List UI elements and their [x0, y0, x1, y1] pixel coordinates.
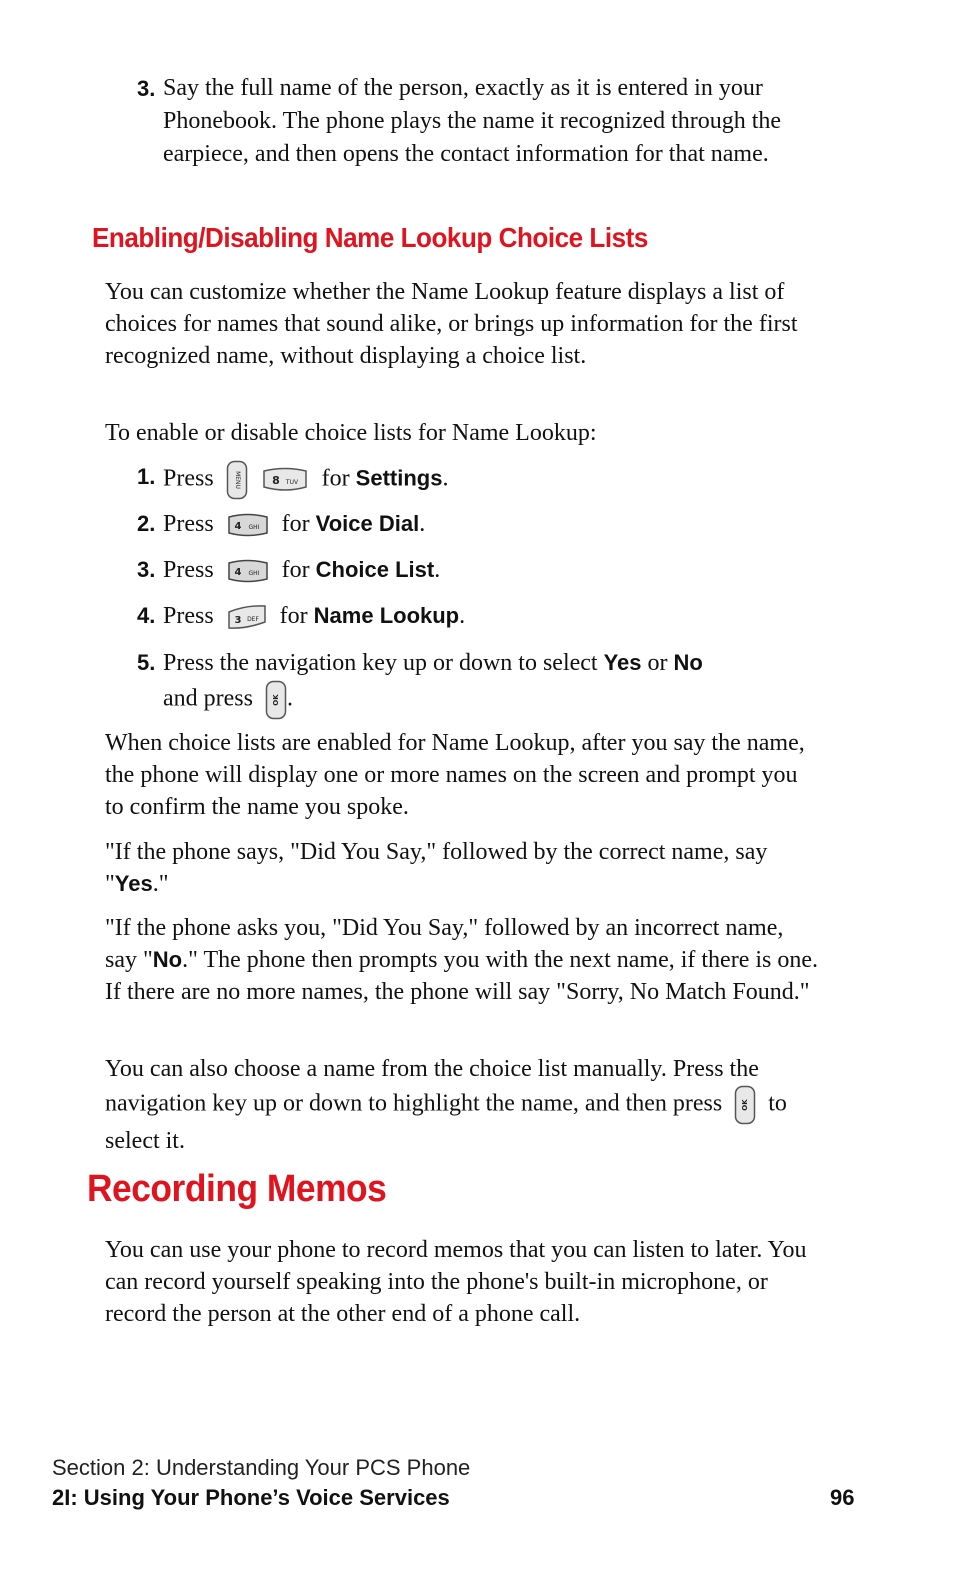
step-number: 5. — [137, 650, 156, 675]
step-5 — [137, 646, 827, 720]
step-text: and press — [163, 685, 253, 712]
step-text: for — [281, 511, 310, 537]
ok-key-label: OK — [741, 1099, 750, 1111]
name-lookup-label: Name Lookup — [313, 603, 460, 628]
enabled-paragraph: When choice lists are enabled for Name Lookup, after you say the name, the phone will display one or more names on the screen and prompt you to confirm the name you spoke. — [105, 730, 805, 820]
step-4 — [137, 599, 827, 633]
memos-heading: Recording Memos — [87, 1168, 387, 1210]
period: . — [434, 557, 441, 583]
ok-key-icon — [265, 680, 287, 720]
step-1 — [137, 460, 827, 500]
footer-chapter: 2I: Using Your Phone’s Voice Services — [52, 1485, 450, 1510]
step-text: Press — [163, 511, 214, 537]
footer-section: Section 2: Understanding Your PCS Phone — [52, 1455, 471, 1480]
key-4-digit: 4 — [234, 521, 242, 533]
section-heading: Enabling/Disabling Name Lookup Choice Lists — [92, 222, 648, 253]
step-text: Press — [163, 465, 214, 492]
intro-paragraph: You can customize whether the Name Lookup feature displays a list of choices for names that sound alike, or brings up information for the first recognized name, without displaying a choice list. — [105, 279, 798, 369]
step-number: 2. — [137, 511, 156, 536]
step-text: Press — [163, 603, 214, 629]
step-text: for — [281, 557, 310, 583]
page-number: 96 — [830, 1485, 855, 1510]
ok-key-icon — [734, 1085, 756, 1125]
period: . — [442, 465, 449, 492]
step-text: or — [647, 650, 668, 676]
step-number: 4. — [137, 603, 156, 628]
step-number: 3. — [137, 557, 156, 582]
step-text: Press the navigation key up or down to select — [163, 650, 598, 676]
step-number: 3. — [137, 76, 156, 101]
choice-list-label: Choice List — [315, 557, 435, 582]
step-text: for — [321, 465, 350, 492]
para-text: ." — [152, 871, 169, 897]
key-4-letters: GHI — [248, 524, 260, 532]
key-3-digit: 3 — [234, 615, 242, 627]
no-paragraph — [105, 912, 820, 1008]
yes-paragraph — [105, 836, 820, 900]
key-8-letters: TUV — [285, 479, 298, 486]
key-3-icon — [226, 603, 268, 631]
memos-paragraph: You can use your phone to record memos that you can listen to later. You can record yourself speaking into the phone's built-in microphone, or record the person at the other end of a phone call. — [105, 1237, 807, 1327]
yes-label: Yes — [603, 650, 642, 675]
step-3 — [137, 553, 827, 587]
lead-paragraph: To enable or disable choice lists for Name Lookup: — [105, 420, 597, 446]
para-text: ." The phone then prompts you with the next name, if there is one. If there are no more names, the phone will say "Sorry, No Match Found." — [105, 947, 819, 1005]
step-2 — [137, 507, 827, 541]
settings-label: Settings — [355, 465, 443, 491]
step-text: Say the full name of the person, exactly as it is entered in your Phonebook. The phone plays the name it recognized through the earpiece, and then opens the contact information for that name. — [163, 75, 782, 167]
key-8-digit: 8 — [271, 474, 280, 487]
menu-key-icon — [226, 460, 248, 500]
para-text: You can also choose a name from the choice list manually. Press the navigation key up or down to highlight the name, and then press — [105, 1056, 759, 1117]
step-text: for — [279, 603, 308, 629]
key-4-letters: GHI — [248, 570, 260, 578]
manual-paragraph — [105, 1053, 820, 1157]
ok-key-label: OK — [271, 694, 280, 706]
key-3-letters: DEF — [246, 616, 259, 624]
key-4-icon — [226, 558, 270, 584]
key-4-digit: 4 — [234, 567, 242, 579]
period: . — [459, 603, 466, 629]
step-top — [137, 72, 827, 171]
period: . — [286, 685, 293, 712]
key-4-icon — [226, 512, 270, 538]
step-text: Press — [163, 557, 214, 583]
step-number: 1. — [137, 464, 156, 489]
para-text: to select it. — [105, 1090, 787, 1154]
period: . — [419, 511, 426, 537]
no-label: No — [152, 947, 183, 972]
yes-label: Yes — [114, 871, 153, 896]
menu-key-label: MENU — [233, 471, 241, 489]
voice-dial-label: Voice Dial — [315, 511, 420, 536]
key-8-icon — [260, 467, 310, 493]
para-text: "If the phone asks you, "Did You Say," followed by an incorrect name, say " — [105, 915, 784, 973]
para-text: "If the phone says, "Did You Say," followed by the correct name, say " — [105, 839, 768, 897]
no-label: No — [673, 650, 703, 675]
